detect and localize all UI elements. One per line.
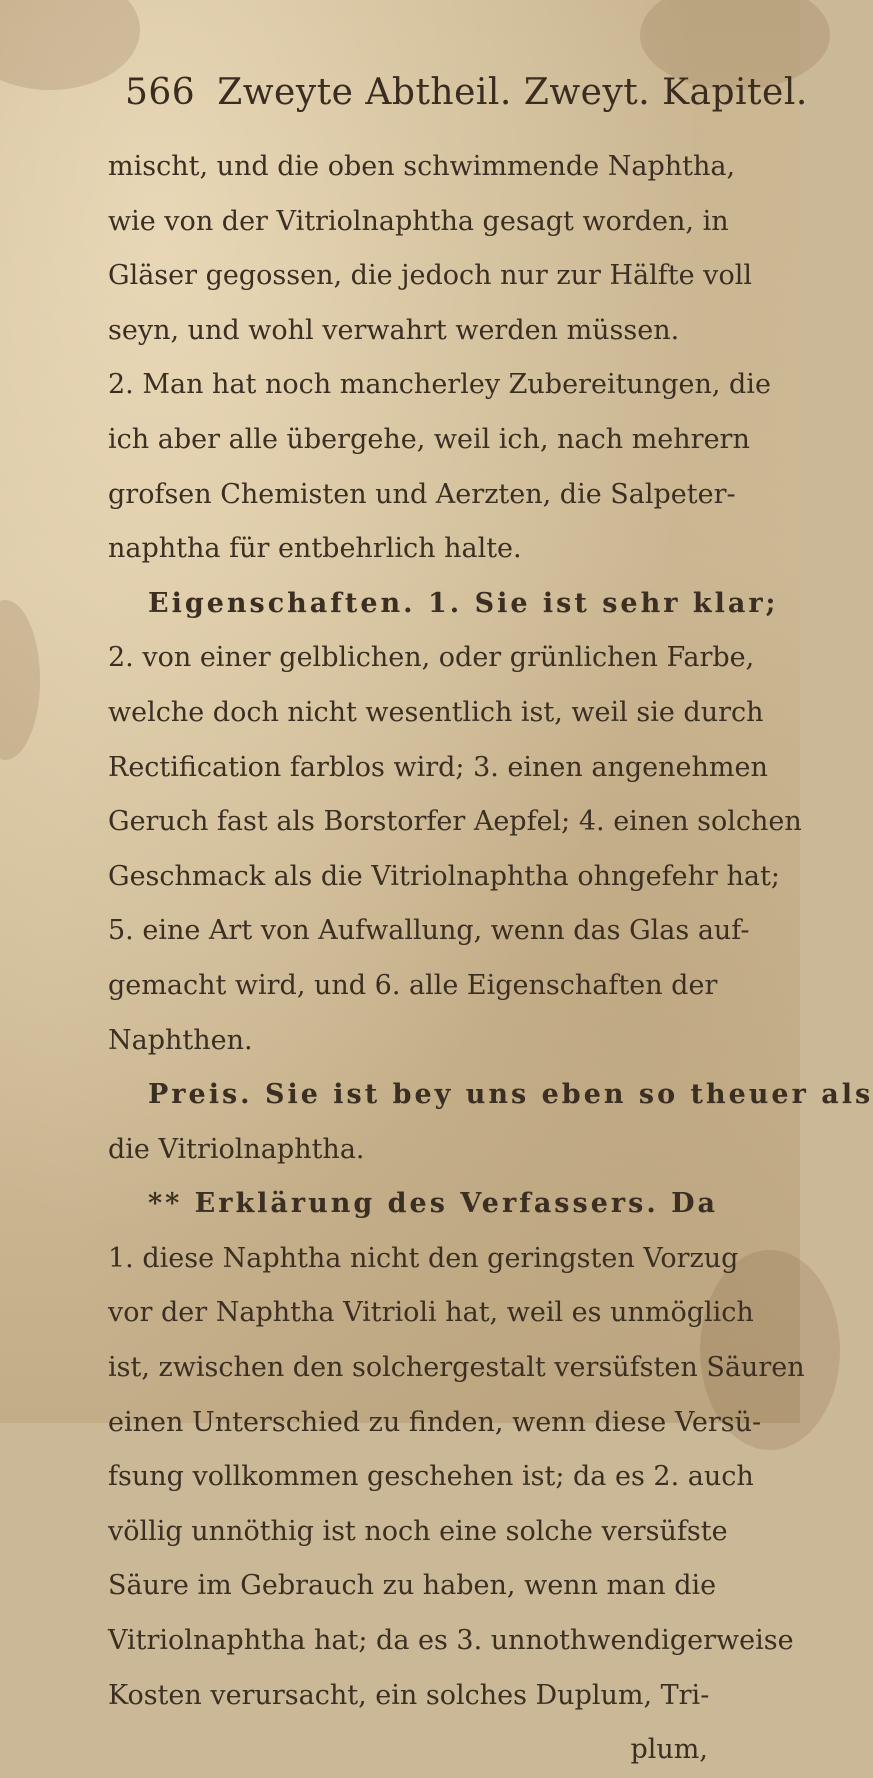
paper-stain bbox=[0, 0, 140, 90]
text-line: welche doch nicht wesentlich ist, weil sie durch bbox=[108, 696, 764, 728]
text-line: Vitriolnaphtha hat; da es 3. unnothwendigerweise bbox=[108, 1625, 794, 1657]
chapter-title: Zweyte Abtheil. Zweyt. Kapitel. bbox=[217, 72, 808, 113]
text-line: ist, zwischen den solchergestalt versüfsten Säuren bbox=[108, 1352, 805, 1384]
catchword-line: plum, bbox=[630, 1734, 708, 1766]
text-line: fsung vollkommen geschehen ist; da es 2. auch bbox=[108, 1461, 754, 1493]
text-line: naphtha für entbehrlich halte. bbox=[108, 533, 522, 565]
text-line: seyn, und wohl verwahrt werden müssen. bbox=[108, 314, 680, 346]
text-line: die Vitriolnaphtha. bbox=[108, 1133, 365, 1165]
section-heading-erklaerung: ** Erklärung des Verfassers. Da bbox=[148, 1188, 719, 1220]
text-line: 2. Man hat noch mancherley Zubereitungen, die bbox=[108, 369, 771, 401]
text-line: ich aber alle übergehe, weil ich, nach mehrern bbox=[108, 423, 750, 455]
text-line: Kosten verursacht, ein solches Duplum, Tri- bbox=[108, 1679, 710, 1711]
text-line: 1. diese Naphtha nicht den geringsten Vorzug bbox=[108, 1242, 739, 1274]
text-line: Gläser gegossen, die jedoch nur zur Hälfte voll bbox=[108, 260, 752, 292]
text-line: 5. eine Art von Aufwallung, wenn das Glas auf- bbox=[108, 915, 750, 947]
text-line: Naphthen. bbox=[108, 1024, 253, 1056]
text-line: Säure im Gebrauch zu haben, wenn man die bbox=[108, 1570, 717, 1602]
text-line: völlig unnöthig ist noch eine solche versüfste bbox=[108, 1515, 728, 1547]
text-line: Rectification farblos wird; 3. einen angenehmen bbox=[108, 751, 768, 783]
section-heading-preis: Preis. Sie ist bey uns eben so theuer als bbox=[148, 1079, 873, 1111]
running-header bbox=[125, 72, 808, 113]
page-number: 566 bbox=[125, 72, 196, 113]
section-heading-eigenschaften: Eigenschaften. 1. Sie ist sehr klar; bbox=[148, 587, 779, 619]
text-line: Geruch fast als Borstorfer Aepfel; 4. einen solchen bbox=[108, 806, 802, 838]
text-line: Geschmack als die Vitriolnaphtha ohngefehr hat; bbox=[108, 860, 780, 892]
paper-stain bbox=[0, 600, 40, 760]
text-line: vor der Naphtha Vitrioli hat, weil es unmöglich bbox=[108, 1297, 754, 1329]
text-line: einen Unterschied zu finden, wenn diese Versü- bbox=[108, 1406, 762, 1438]
page-text bbox=[108, 140, 873, 1778]
text-line: wie von der Vitriolnaphtha gesagt worden, in bbox=[108, 205, 729, 237]
text-line: grofsen Chemisten und Aerzten, die Salpeter- bbox=[108, 478, 736, 510]
text-line: mischt, und die oben schwimmende Naphtha, bbox=[108, 151, 736, 182]
text-line: gemacht wird, und 6. alle Eigenschaften der bbox=[108, 969, 718, 1001]
text-line: 2. von einer gelblichen, oder grünlichen Farbe, bbox=[108, 642, 755, 674]
